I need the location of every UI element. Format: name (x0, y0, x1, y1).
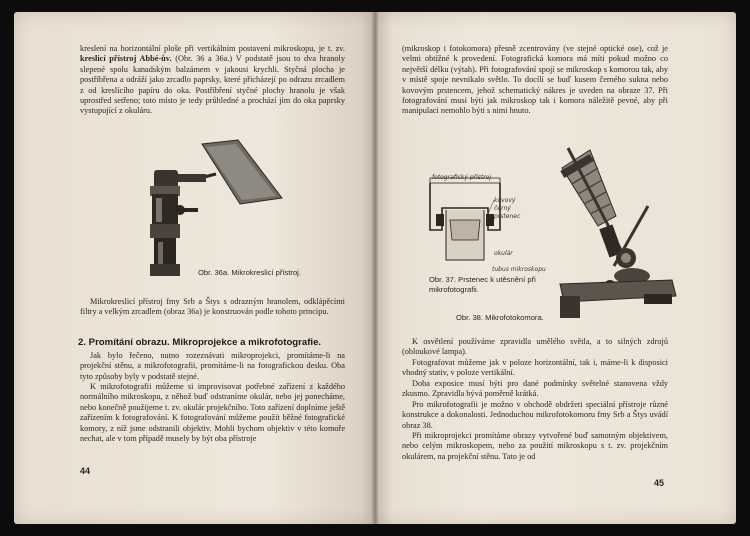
figure-37-caption: Obr. 37. Prstenec k utěsnění při mikrofotografii. (429, 275, 536, 294)
figure-37-label-camera: fotografický přístroj (432, 174, 492, 181)
figure-37-ring-diagram (420, 170, 540, 275)
left-paragraph-1: kreslení na horizontální ploše při vertikálním postavení mikroskopu, je t. zv. kreslicí přístroj Abbé-ův. (Obr. 36 a 36a.) V podstatě jsou to dva hranoly slepené spolu kanadským balzámem v jakousi krychli. Styčná plocha je postříbřena a odráží jako zrcadlo paprsky, které přicházejí po odrazu zrcadlem z od kreslícího papíru do oka. Postříbření styčné plochy hranolu je však uprostřed setřeno; toto místo je tedy průhledné a prochází jím do oka paprsky vystupující z okuláru. (80, 44, 345, 116)
right-paragraph-5: Pro mikrofotografii je možno v obchodě obdržeti speciální přístroje různé konstrukce a dokonalosti. Jednoduchou mikrofotokomoru fmy Srb a Štys uvádí obraz 38. (402, 400, 668, 430)
right-paragraph-6: Při mikroprojekci promítáme obrazy vytvořené buď samotným objektivem, nebo celým mikroskopem, nebo za použití mikroskopu s t. zv. projekčním okulárem, na projekční stěnu. Tato je od (402, 431, 668, 461)
figure-36a-caption: Obr. 36a. Mikrokreslicí přístroj. (198, 268, 301, 277)
left-paragraph-2: Mikrokreslicí přístroj fmy Srb a Štys s odrazným hranolem, odklápěcími filtry a velkým zrcadlem (obraz 36a) je konstruován podle tohoto principu. (80, 297, 345, 317)
left-paragraph-3: Jak bylo řečeno, nutno rozeznávati mikroprojekci, promítáme-li na projekční stěnu, a mikrofotografii, promítáme-li na fotografickou desku. Oba tyto způsoby byly v podstatě stejné. (80, 351, 345, 381)
figure-38-caption: Obr. 38. Mikrofotokomora. (456, 313, 544, 322)
right-paragraph-4: Doba exposice musí býti pro dané podmínky světelné stanovena vždy zkusmo. Zpravidla bývá poměrně krátká. (402, 379, 668, 399)
left-page-number: 44 (80, 466, 91, 476)
figure-38-microphoto-camera (554, 146, 684, 326)
right-paragraph-2: K osvětlení používáme zpravidla umělého světla, a to silných zdrojů (obloukové lampa). (402, 337, 668, 357)
book-gutter (372, 12, 378, 524)
figure-37-label-tube: tubus mikroskopu (492, 266, 546, 273)
figure-37-label-ocular: okulár (494, 250, 513, 257)
figure-36a-drawing-apparatus (140, 138, 285, 283)
section-heading: 2. Promítání obrazu. Mikroprojekce a mikrofotografie. (78, 337, 322, 348)
right-paragraph-1: (mikroskop i fotokomora) přesně zcentrovány (ve stejné optické ose), což je velmi obtížné k provedení. Fotografická komora má míti pokud možno co největší délku (výtah). Při fotografování spojí se mikroskop s komorou tak, aby v místě spoje nevnikalo světlo. To docílí se buď kusem černého sukna nebo kovovým prstencem, jehož schematický nákres je uveden na obraze 37. Při fotografování musí býti jak mikroskop tak i komora náležitě pevné, aby při manipulaci nemohlo býti s nimi hnuto. (402, 44, 668, 116)
right-paragraph-3: Fotografovat můžeme jak v poloze horizontální, tak i, máme-li k disposici vhodný stativ, v poloze vertikální. (402, 358, 668, 378)
left-paragraph-4: K mikrofotografii můžeme si improvisovat potřebné zařízení z každého normálního mikroskopu, z něhož buď odstraníme okulár, nebo jej ponecháme, nebo konečně použijeme t. zv. okulár projekčního. Toto zařízení doplníme ještě zařízením k fotografování. K fotografování můžeme použít běžné fotografické komory, z níž jsme odstranili objektiv. Mohli bychom objektiv v této komoře nechat, ale v tom případě musely by být oba přístroje (80, 382, 345, 444)
figure-37-label-ring: kovový černý prstenec (494, 197, 521, 220)
right-page-number: 45 (654, 478, 665, 488)
